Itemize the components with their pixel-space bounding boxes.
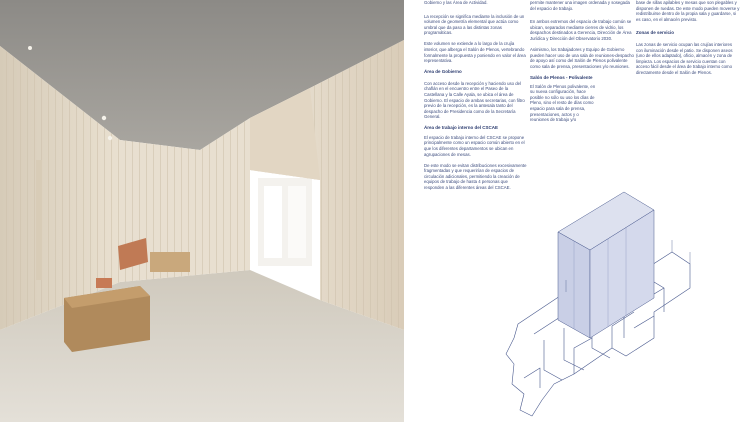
section-heading: Zonas de servicio bbox=[636, 30, 675, 36]
partition bbox=[634, 316, 654, 328]
section-heading: Salón de Plenos - Polivalente bbox=[530, 74, 593, 80]
partition bbox=[524, 368, 540, 388]
partition bbox=[544, 340, 562, 380]
text-column-1 bbox=[424, 0, 528, 196]
desk-chair bbox=[96, 278, 112, 288]
left-door-frame bbox=[36, 160, 42, 280]
paragraph: permite mantener una imagen ordenada y sosegada del espacio de trabajo. bbox=[530, 0, 630, 11]
paragraph: De este modo se evitan distribuciones excesivamente fragmentadas y que requerirían de espacios de circulación adicionales, permitiendo la creación de equipos de trabajo de hasta 4 personas que responden a las diferentes áreas del CSCAE. bbox=[424, 162, 527, 190]
side-table bbox=[150, 252, 190, 272]
text-column-2 bbox=[530, 0, 634, 128]
section-heading: Área de trabajo interno del CSCAE bbox=[424, 125, 499, 131]
ceiling-light bbox=[102, 116, 106, 120]
paragraph: base de sillas apilables y mesas que son plegables y disponen de ruedas. De este modo pueden moverse y redistribuirse dentro de la propia sala y guardarse, si es caso, en el almacén previsto. bbox=[636, 0, 740, 22]
paragraph: El espacio de trabajo interno del CSCAE se propone principalmente como un espacio común abierto en el que los diferentes departamentos se ubican en agrupaciones de mesas. bbox=[424, 134, 525, 157]
ceiling-light bbox=[28, 46, 32, 50]
section-heading: Área de Gobierno bbox=[424, 69, 462, 75]
axonometric-graphic bbox=[504, 188, 694, 418]
paragraph: La recepción se significa mediante la inclusión de un volumen de geometría elemental que actúa como umbral que da paso a las distintas zonas programáticas. bbox=[424, 13, 525, 36]
paragraph: El Salón de Plenos polivalente, en su nueva configuración, hace posible no sólo su uso los días de Pleno, sino el resto de días como espacio para sala de prensa, presentaciones, actos y o reuniones de trabajo y/o bbox=[530, 83, 596, 123]
paragraph: Las zonas de servicio ocupan las crujías interiores con iluminación desde el patio. Se disponen aseos (uno de ellos adaptado), oficio, almacén y zona de limpieza. Los espacios de servicio cuentan con acceso fácil desde el área de trabajo interno como directamente desde el Salón de Plenos. bbox=[636, 41, 733, 75]
axonometric-plan-drawing bbox=[504, 188, 694, 418]
paragraph: Gobierno y las Área de Actividad. bbox=[424, 0, 488, 5]
ceiling-light bbox=[108, 136, 112, 140]
paragraph: Con acceso desde la recepción y haciendo uso del chaflán en el encuentro entre el Paseo de la Castellana y la Calle Ayala, se ubica el área de Gobierno. El espacio de ambas secretarias, con filtro previo de la recepción, es la antesala tanto del despacho de Presidencia como de la Secretaría General. bbox=[424, 80, 525, 120]
paragraph: Asimismo, los trabajadores y Equipo de Gobierno pueden hacer uso de una sala de reuniones-despacho de apoyo así como del Salón de Plenos polivalente como sala de prensa, presentaciones y/o reuniones. bbox=[530, 46, 634, 69]
partition bbox=[574, 338, 592, 374]
text-column-3 bbox=[636, 0, 740, 81]
paragraph: Este volumen se extiende a lo largo de la crujía interior, que alberga el Salón de Plenos, vertebrando formalmente la propuesta y poniendo en valor el área representativa. bbox=[424, 41, 526, 64]
paragraph: En ambos extremos del espacio de trabajo común se ubican, separados mediante cierres de vidrio, los despachos destinados a Gerencia, Dirección de Área Jurídica y Dirección del Observatorio 2030. bbox=[530, 19, 632, 41]
